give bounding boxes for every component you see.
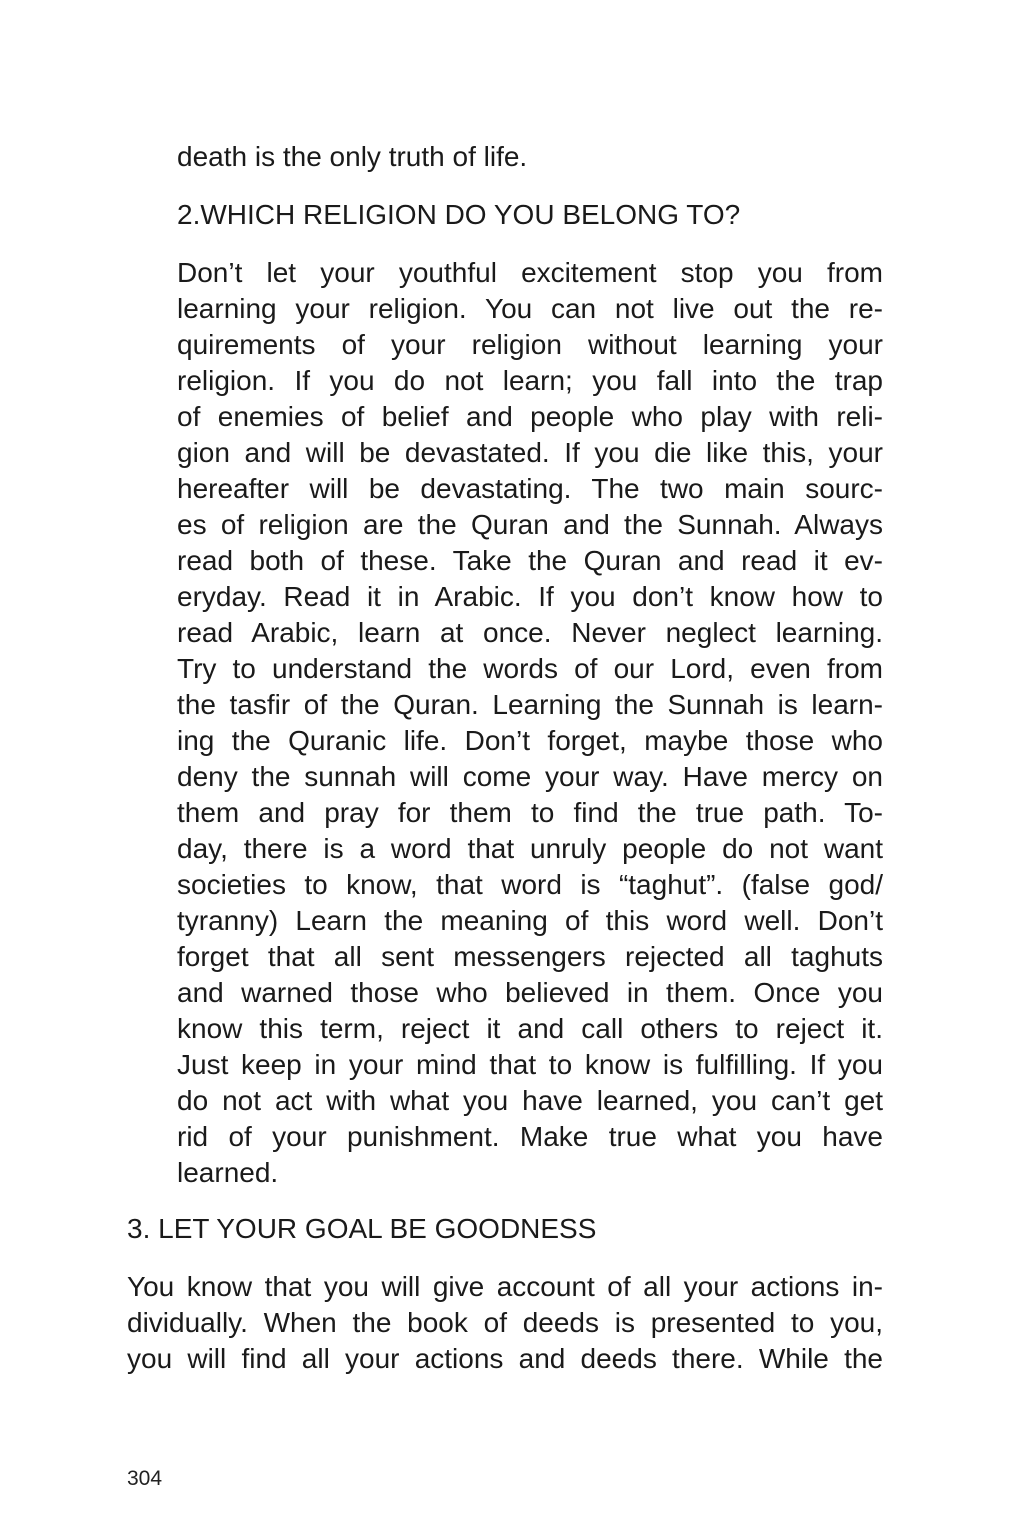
text-line: the tasfir of the Quran. Learning the Sunnah is learn- [177,689,883,720]
text-line: You know that you will give account of all your actions in- [127,1271,883,1302]
continuation-text: death is the only truth of life. [177,141,528,172]
text-line: and warned those who believed in them. Once you [177,977,883,1008]
text-line: religion. If you do not learn; you fall into the trap [177,365,883,396]
text-line: day, there is a word that unruly people do not want [177,833,883,864]
text-line: of enemies of belief and people who play with reli- [177,401,883,432]
text-line: you will find all your actions and deeds there. While the [127,1343,883,1374]
section-3-body [127,1269,883,1377]
text-line: societies to know, that word is “taghut”. (false god/ [177,869,883,900]
text-line: know this term, reject it and call others to reject it. [177,1013,883,1044]
text-line: learned. [177,1157,279,1188]
text-line: do not act with what you have learned, you can’t get [177,1085,883,1116]
text-line: es of religion are the Quran and the Sunnah. Always [177,509,883,540]
section-3-heading: 3. LET YOUR GOAL BE GOODNESS [127,1213,597,1244]
text-line: Just keep in your mind that to know is fulfilling. If you [177,1049,883,1080]
text-line: forget that all sent messengers rejected all taghuts [177,941,883,972]
page-number: 304 [127,1467,163,1490]
text-line: ing the Quranic life. Don’t forget, maybe those who [177,725,883,756]
text-line: read both of these. Take the Quran and read it ev- [177,545,883,576]
text-line: quirements of your religion without learning your [177,329,883,360]
text-line: hereafter will be devastating. The two main sourc- [177,473,883,504]
text-line: deny the sunnah will come your way. Have mercy on [177,761,883,792]
text-line: eryday. Read it in Arabic. If you don’t know how to [177,581,883,612]
text-line: them and pray for them to find the true path. To- [177,797,883,828]
text-line: rid of your punishment. Make true what you have [177,1121,883,1152]
text-line: read Arabic, learn at once. Never neglect learning. [177,617,883,648]
text-line: dividually. When the book of deeds is presented to you, [127,1307,883,1338]
text-line: tyranny) Learn the meaning of this word well. Don’t [177,905,883,936]
text-line: Don’t let your youthful excitement stop you from [177,257,883,288]
text-line: gion and will be devastated. If you die like this, your [177,437,883,468]
text-line: learning your religion. You can not live out the re- [177,293,883,324]
text-line: Try to understand the words of our Lord, even from [177,653,883,684]
section-2-heading: 2.WHICH RELIGION DO YOU BELONG TO? [177,199,741,230]
section-2-body [177,255,883,1191]
